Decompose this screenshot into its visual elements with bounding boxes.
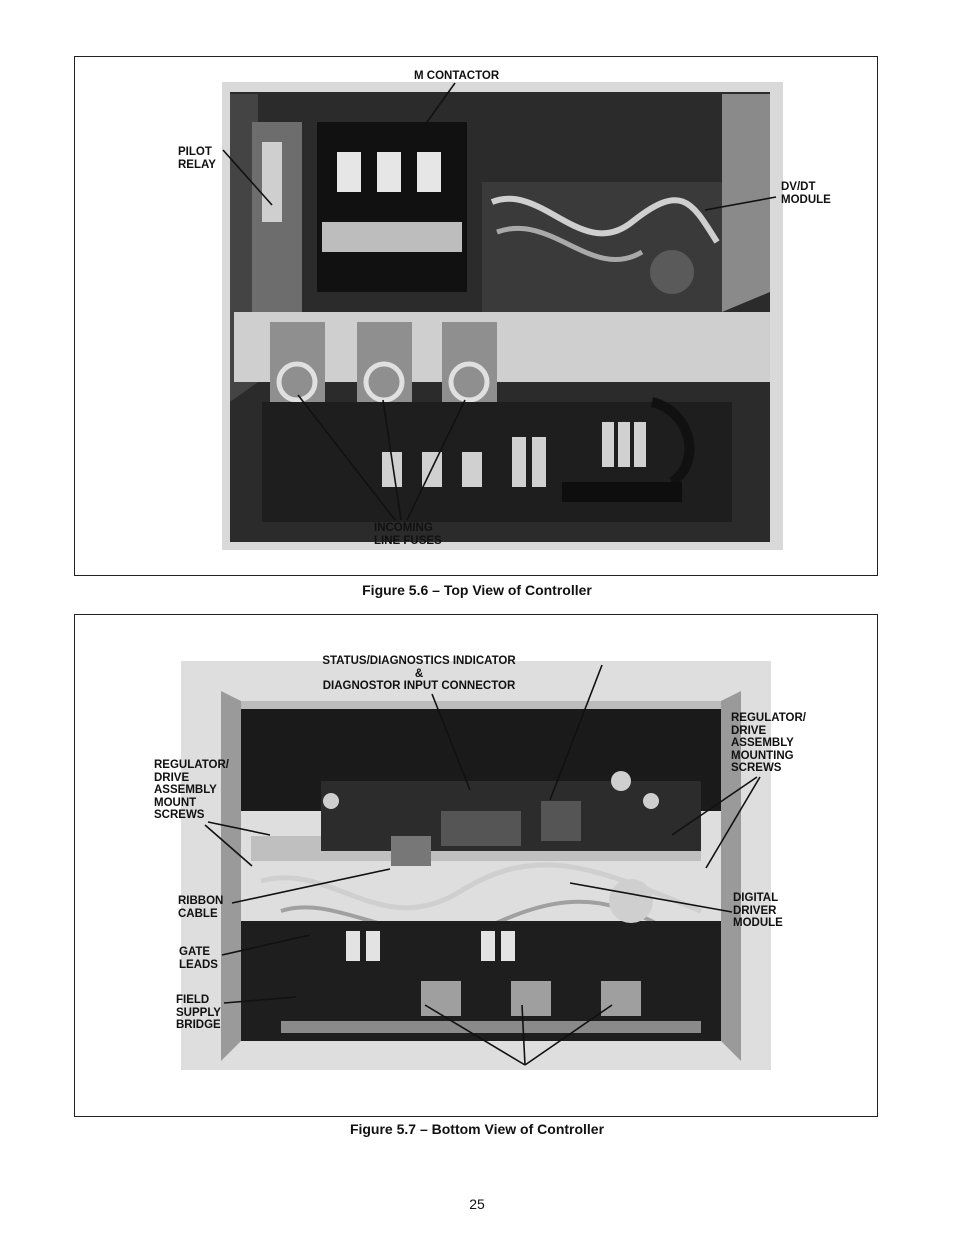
ribbon-cable-label: RIBBON CABLE	[178, 895, 224, 920]
status-diagnostics-indicator-label: STATUS/DIAGNOSTICS INDICATOR & DIAGNOSTOR INPUT CONNECTOR	[322, 655, 516, 692]
pilot-relay-label: PILOT RELAY	[178, 146, 216, 171]
field-supply-bridge-label: FIELD SUPPLY BRIDGE	[176, 994, 221, 1031]
page-number: 25	[469, 1196, 485, 1212]
top-view-photo	[222, 82, 783, 550]
incoming-line-fuses-label: INCOMING LINE FUSES	[374, 522, 442, 547]
m-contactor-label: M CONTACTOR	[414, 70, 500, 82]
dvdt-module-label: DV/DT MODULE	[781, 181, 831, 206]
regulator-mount-screws-left-label: REGULATOR/ DRIVE ASSEMBLY MOUNT SCREWS	[154, 759, 229, 821]
gate-leads-label: GATE LEADS	[179, 946, 218, 971]
bottom-view-illustration	[181, 661, 771, 1070]
top-view-illustration	[222, 82, 783, 550]
figure-5-6-caption: Figure 5.6 – Top View of Controller	[362, 582, 592, 598]
digital-driver-module-label: DIGITAL DRIVER MODULE	[733, 892, 783, 929]
regulator-mounting-screws-right-label: REGULATOR/ DRIVE ASSEMBLY MOUNTING SCREWS	[731, 712, 806, 774]
figure-5-7-caption: Figure 5.7 – Bottom View of Controller	[349, 1121, 605, 1137]
bottom-view-photo	[181, 661, 771, 1070]
